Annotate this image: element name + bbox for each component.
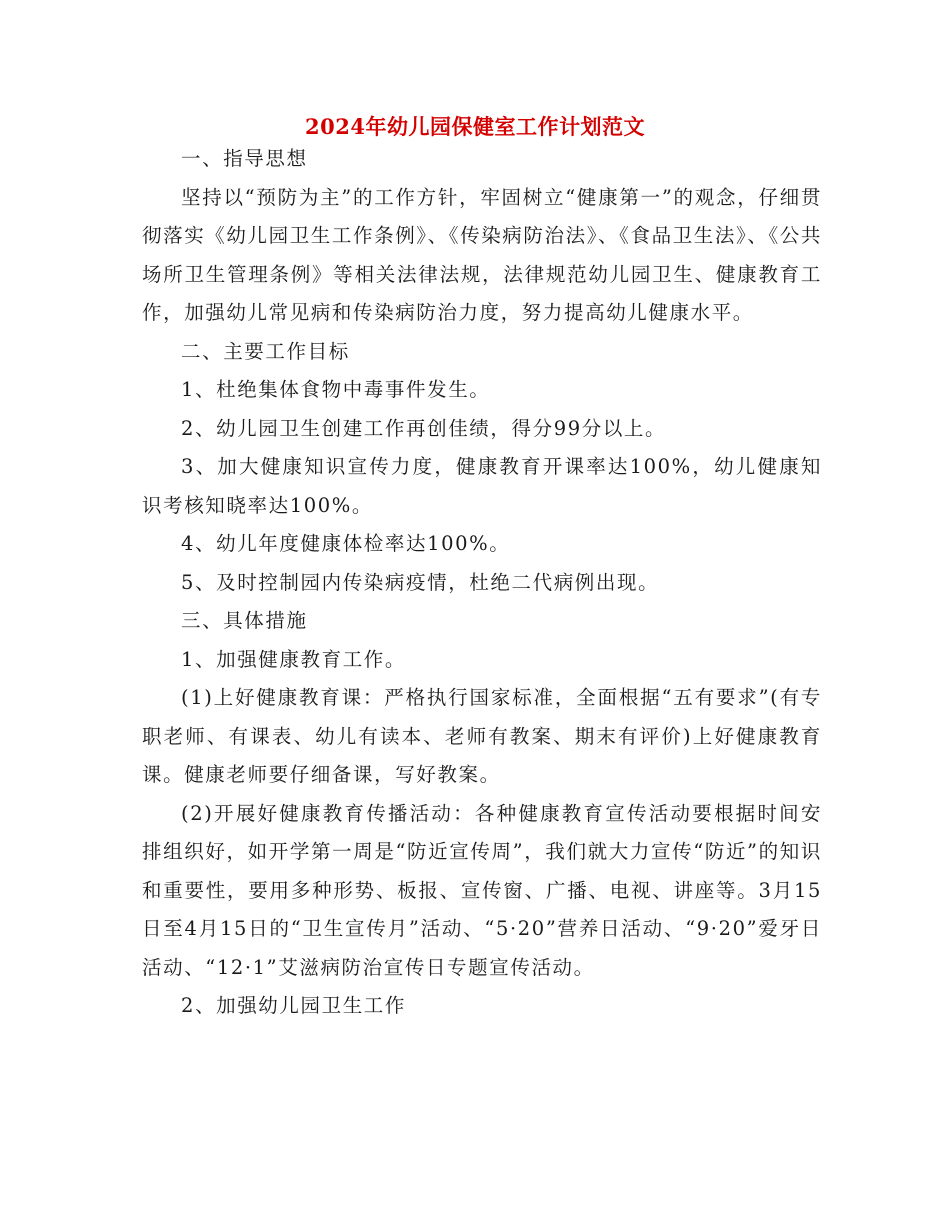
section-heading-guiding-ideology: 一、指导思想: [181, 147, 308, 170]
goal-item-2: 2、幼儿园卫生创建工作再创佳绩，得分99分以上。: [181, 416, 667, 440]
measure-paragraph-1-2: (2)开展好健康教育传播活动：各种健康教育宣传活动要根据时间安排组织好，如开学第一周是“防近宣传周”，我们就大力宣传“防近”的知识和重要性，要用多种形势、板报、宣传窗、广播、电视、讲座等。3月15日至4月15日的“卫生宣传月”活动、“5·20”营养日活动、“9·20”爱牙日活动、“12·1”艾滋病防治宣传日专题宣传活动。: [142, 801, 822, 979]
document-body: [142, 140, 822, 1026]
goal-item-1: 1、杜绝集体食物中毒事件发生。: [181, 378, 491, 401]
measure-heading-1: 1、加强健康教育工作。: [181, 647, 407, 671]
goal-item-4: 4、幼儿年度健康体检率达100%。: [181, 532, 511, 555]
section-heading-measures: 三、具体措施: [181, 609, 308, 632]
measure-paragraph-1-1: (1)上好健康教育课：严格执行国家标准，全面根据“五有要求”(有专职老师、有课表、幼儿有读本、老师有教案、期末有评价)上好健康教育课。健康老师要仔细备课，写好教案。: [142, 686, 822, 786]
goal-item-5: 5、及时控制园内传染病疫情，杜绝二代病例出现。: [181, 570, 660, 594]
measure-heading-2: 2、加强幼儿园卫生工作: [181, 994, 407, 1017]
section-heading-main-goals: 二、主要工作目标: [181, 339, 350, 363]
goal-item-3: 3、加大健康知识宣传力度，健康教育开课率达100%，幼儿健康知识考核知晓率达100%。: [142, 455, 822, 517]
document-title: 2024年幼儿园保健室工作计划范文: [305, 114, 645, 139]
paragraph-guiding-ideology: 坚持以“预防为主”的工作方针，牢固树立“健康第一”的观念，仔细贯彻落实《幼儿园卫生工作条例》、《传染病防治法》、《食品卫生法》、《公共场所卫生管理条例》等相关法律法规，法律规范幼儿园卫生、健康教育工作，加强幼儿常见病和传染病防治力度，努力提高幼儿健康水平。: [142, 185, 823, 324]
